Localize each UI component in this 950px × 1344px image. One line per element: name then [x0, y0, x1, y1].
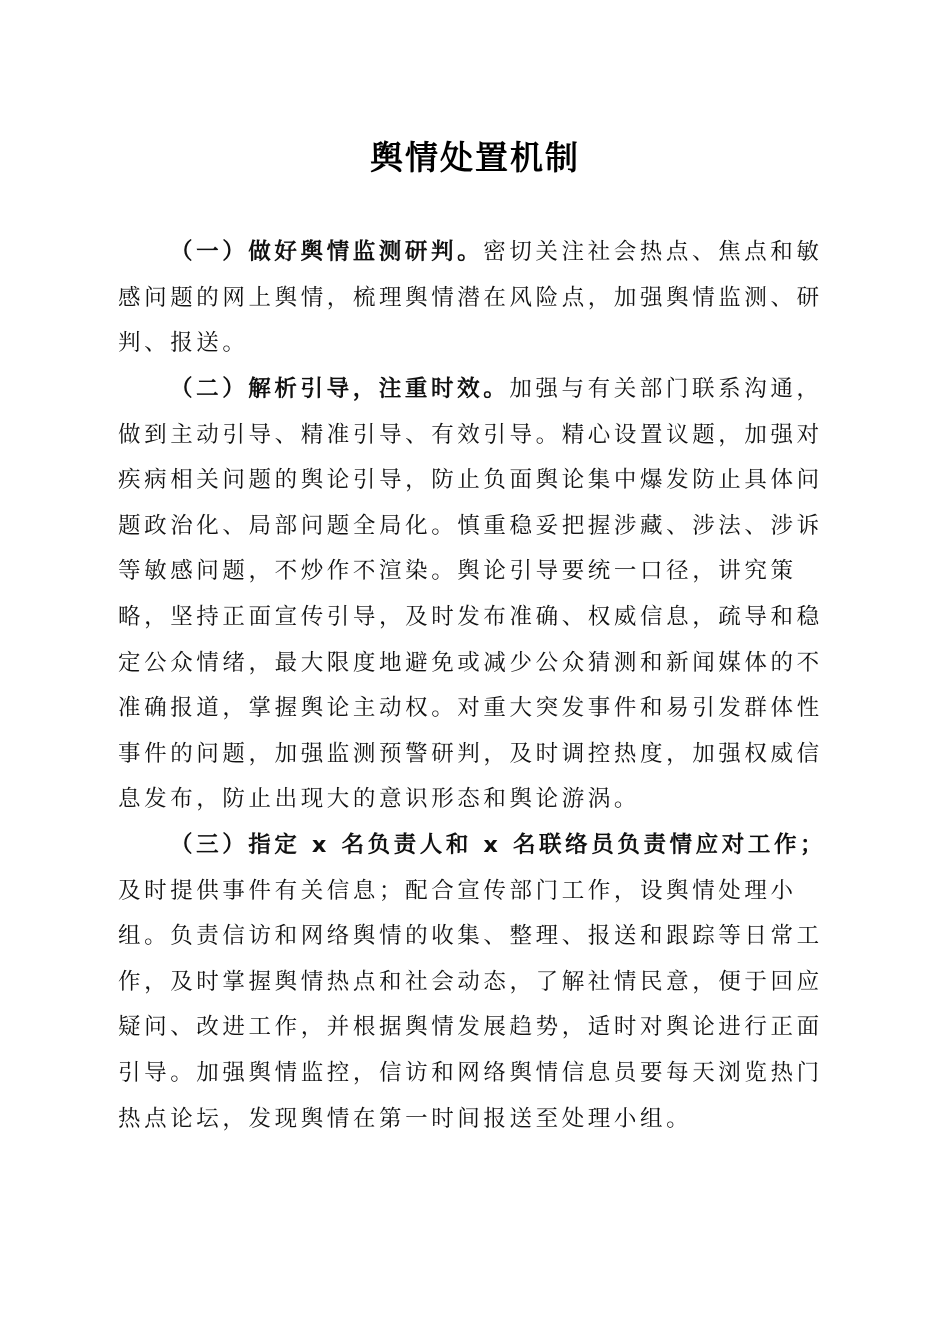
section-3-paragraph — [118, 823, 834, 1142]
section-2-heading: （二）解析引导，注重时效。 — [170, 376, 510, 402]
section-2-paragraph — [118, 367, 834, 823]
section-1-paragraph — [118, 230, 834, 367]
section-1-body: 密切关注社会热点、焦点和敏感问题的网上舆情，梳理舆情潜在风险点，加强舆情监测、研判、报送。 — [118, 239, 823, 357]
section-2-body: 加强与有关部门联系沟通，做到主动引导、精准引导、有效引导。精心设置议题，加强对疾病相关问题的舆论引导，防止负面舆论集中爆发防止具体问题政治化、局部问题全局化。慎重稳妥把握涉藏、涉法、涉诉等敏感问题，不炒作不渲染。舆论引导要统一口径，讲究策略，坚持正面宣传引导，及时发布准确、权威信息，疏导和稳定公众情绪，最大限度地避免或减少公众猜测和新闻媒体的不准确报道，掌握舆论主动权。对重大突发事件和易引发群体性事件的问题，加强监测预警研判，及时调控热度，加强权威信息发布，防止出现大的意识形态和舆论游涡。 — [118, 376, 823, 813]
page-title: 舆情处置机制 — [370, 138, 580, 177]
section-3-body: 及时提供事件有关信息；配合宣传部门工作，设舆情处理小组。负责信访和网络舆情的收集、整理、报送和跟踪等日常工作，及时掌握舆情热点和社会动态，了解社情民意，便于回应疑问、改进工作，并根据舆情发展趋势，适时对舆论进行正面引导。加强舆情监控，信访和网络舆情信息员要每天浏览热门热点论坛，发现舆情在第一时间报送至处理小组。 — [118, 877, 823, 1132]
section-3-heading: （三）指定 x 名负责人和 x 名联络员负责情应对工作； — [170, 832, 827, 858]
section-1-heading: （一）做好舆情监测研判。 — [170, 239, 484, 265]
